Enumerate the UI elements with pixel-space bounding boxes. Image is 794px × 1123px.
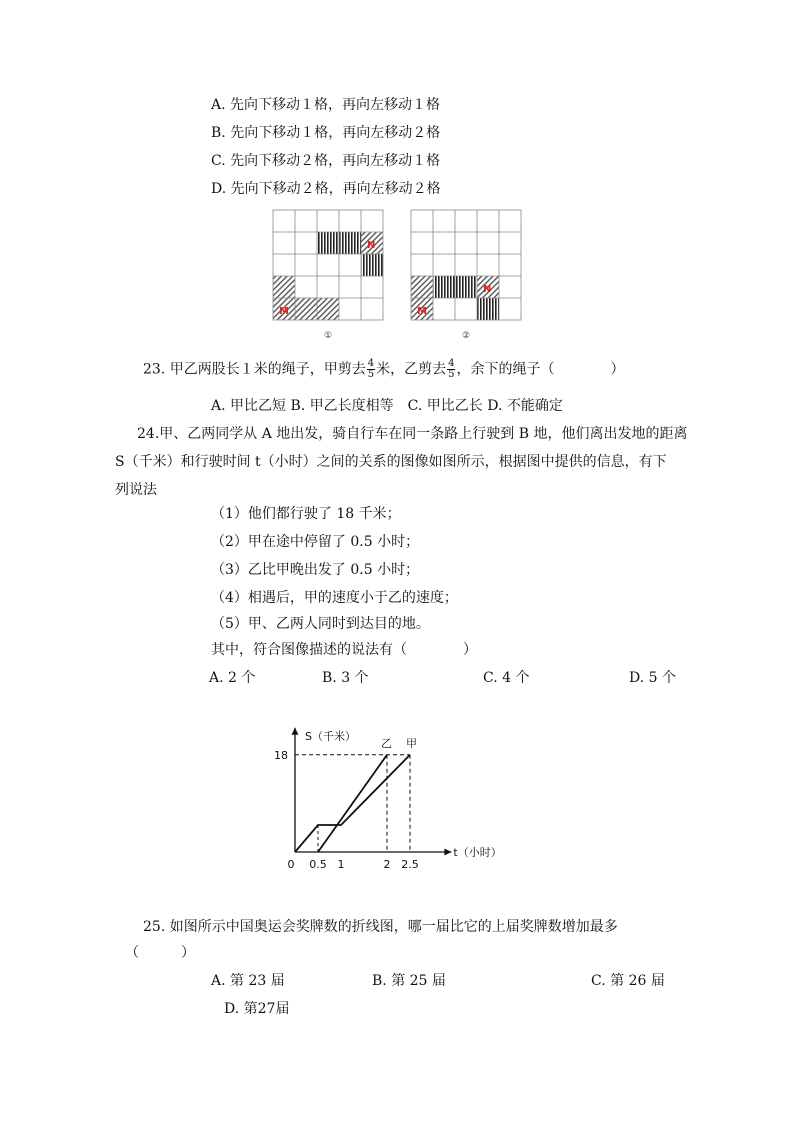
x-tick-label-3: 2 [383, 858, 391, 871]
q22-grid-figure [268, 208, 528, 343]
series-line-2 [318, 755, 387, 852]
q24-statement-5: （5）甲、乙两人同时到达目的地。 [211, 616, 430, 632]
x-tick-label-2: 1 [337, 858, 345, 871]
q24-option-d: D. 5 个 [629, 670, 676, 686]
grid1-label-m: M [279, 306, 289, 317]
grid-1 [273, 210, 383, 341]
y-tick-label-18: 18 [274, 748, 288, 762]
x-axis-label: t（小时） [453, 846, 502, 859]
q25-stem-line2: （ ） [125, 945, 195, 961]
x-axis-arrow [444, 849, 451, 856]
q25-stem-line1: 25. 如图所示中国奥运会奖牌数的折线图，哪一届比它的上届奖牌数增加最多 [143, 919, 618, 935]
x-tick-label-0: 0 [287, 858, 295, 871]
series-name-2: 乙 [381, 736, 392, 750]
q25-option-b: B. 第 25 届 [372, 973, 446, 989]
series-name-1: 甲 [406, 736, 417, 750]
q23-frac1-den: 5 [367, 369, 375, 380]
distance-time-chart [270, 700, 530, 880]
y-axis-arrow [292, 728, 299, 735]
q24-option-c: C. 4 个 [483, 670, 530, 686]
grid1-label-n: N [367, 240, 376, 251]
q23-fraction-2 [447, 359, 455, 380]
grid2-label-m: M [417, 306, 427, 317]
q23-stem [143, 359, 624, 380]
q23-frac1-num: 4 [367, 358, 375, 369]
grid2-caption: ② [461, 331, 471, 341]
q24-stem-line1: 24.甲、乙两同学从 A 地出发，骑自行车在同一条路上行驶到 B 地，他们离出发地的距离 [137, 426, 688, 442]
q23-stem-a: 23. 甲乙两股长１米的绳子，甲剪去 [143, 361, 366, 378]
q24-question: 其中，符合图像描述的说法有（ ） [211, 642, 477, 658]
q24-statement-1: （1）他们都行驶了 18 千米； [211, 506, 401, 522]
x-tick-label-1: 0.5 [309, 858, 327, 871]
q23-fraction-1 [367, 359, 375, 380]
y-axis-label: S（千米） [305, 729, 356, 743]
grid-2 [411, 210, 521, 341]
q24-statement-2: （2）甲在途中停留了 0.5 小时； [211, 534, 420, 550]
q24-option-a: A. 2 个 [209, 670, 256, 686]
q23-stem-c: ，余下的绳子（ ） [456, 361, 625, 378]
q23-options: A. 甲比乙短 B. 甲乙长度相等 C. 甲比乙长 D. 不能确定 [211, 398, 563, 414]
q23-frac2-num: 4 [448, 358, 455, 369]
q24-stem-line2: S（千米）和行驶时间 t（小时）之间的关系的图像如图所示，根据图中提供的信息，有下 [115, 454, 667, 470]
q25-option-a: A. 第 23 届 [211, 973, 285, 989]
q22-option-a: A. 先向下移动１格，再向左移动１格 [211, 97, 441, 113]
grid2-label-n: N [483, 284, 492, 295]
q24-statement-3: （3）乙比甲晚出发了 0.5 小时； [211, 562, 420, 578]
q22-option-d: D. 先向下移动２格，再向左移动２格 [211, 181, 441, 197]
q24-statement-4: （4）相遇后，甲的速度小于乙的速度； [211, 590, 458, 606]
x-tick-label-4: 2.5 [401, 858, 419, 871]
q25-option-d: D. 第27届 [224, 1001, 290, 1017]
q23-stem-b: 米，乙剪去 [376, 361, 447, 378]
q25-option-c: C. 第 26 届 [591, 973, 665, 989]
q24-stem-line3: 列说法 [115, 482, 157, 498]
q24-option-b: B. 3 个 [322, 670, 369, 686]
q22-option-c: C. 先向下移动２格，再向左移动１格 [211, 153, 441, 169]
grid1-caption: ① [323, 331, 333, 341]
q22-option-b: B. 先向下移动１格，再向左移动２格 [211, 125, 441, 141]
q23-frac2-den: 5 [448, 369, 455, 380]
